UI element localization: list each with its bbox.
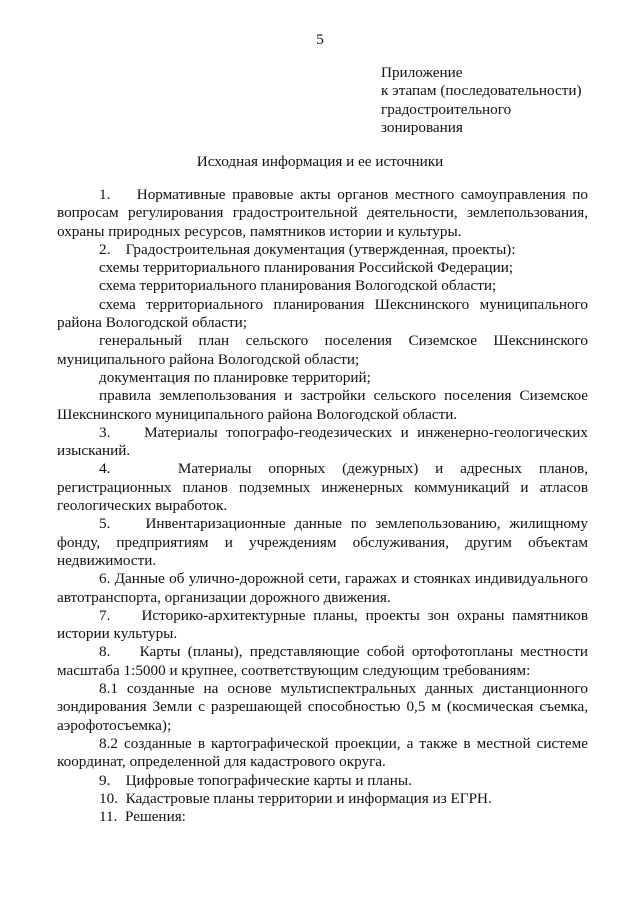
appendix-line: к этапам (последовательности) [381,82,582,100]
paragraph-item-1: 1. Нормативные правовые акты органов местного самоуправления по вопросам регулирования градостроительной деятельности, землепользования, охраны природных ресурсов, памятников истории и культуры. [57,186,588,240]
appendix-line: зонирования [381,118,463,136]
page-number: 5 [316,31,324,48]
appendix-header [381,64,621,137]
paragraph-item-3: 3. Материалы топографо-геодезических и инженерно-геологических изысканий. [57,423,588,460]
paragraph-item-8-2: 8.2 созданные в картографической проекции, а также в местной системе координат, определенной для кадастрового округа. [57,734,588,771]
list-item: документация по планировке территорий; [99,368,371,386]
paragraph-item-7: 7. Историко-архитектурные планы, проекты зон охраны памятников истории культуры. [57,606,588,643]
list-item: правила землепользования и застройки сельского поселения Сиземское Шекснинского муниципального района Вологодской области. [57,387,588,423]
list-item: генеральный план сельского поселения Сиземское Шекснинского муниципального района Вологодской области; [57,332,588,368]
paragraph-item-2: 2. Градостроительная документация (утвержденная, проекты): [99,240,516,258]
appendix-line: Приложение [381,64,463,81]
document-title: Исходная информация и ее источники [196,153,444,170]
paragraph-item-10: 10. Кадастровые планы территории и информация из ЕГРН. [99,789,492,807]
paragraph-item-6: 6. Данные об улично-дорожной сети, гаражах и стоянках индивидуального автотранспорта, организации дорожного движения. [57,570,588,606]
paragraph-item-8-1: 8.1 созданные на основе мультиспектральных данных дистанционного зондирования Земли с разрешающей способностью 0,5 м (космическая съемка, аэрофотосъемка); [57,680,588,734]
list-item: схема территориального планирования Вологодской области; [99,277,497,295]
appendix-line: градостроительного [381,100,512,118]
paragraph-item-4: 4. Материалы опорных (дежурных) и адресных планов, регистрационных планов подземных инженерных коммуникаций и атласов геологических выработок. [57,460,588,515]
document-body [57,186,588,826]
paragraph-item-9: 9. Цифровые топографические карты и планы. [99,771,412,789]
list-item: схемы территориального планирования Российской Федерации; [99,259,514,277]
paragraph-item-8: 8. Карты (планы), представляющие собой ортофотопланы местности масштаба 1:5000 и крупнее, соответствующим следующим требованиям: [57,643,588,679]
list-item: схема территориального планирования Шекснинского муниципального района Вологодской области; [57,295,588,332]
paragraph-item-11: 11. Решения: [99,808,186,826]
paragraph-item-5: 5. Инвентаризационные данные по землепользованию, жилищному фонду, предприятиям и учреждениям обслуживания, другим объектам недвижимости. [57,515,588,569]
